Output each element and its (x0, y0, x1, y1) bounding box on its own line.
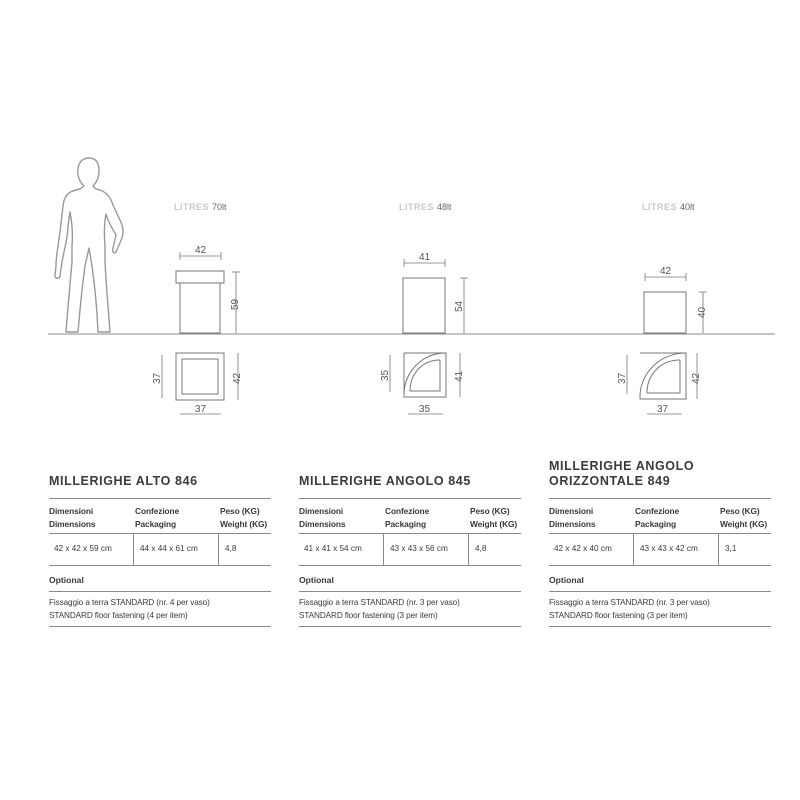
dim-width-3: 42 (660, 266, 672, 277)
elevation-1 (176, 245, 241, 333)
dim-height-2: 54 (454, 300, 465, 312)
litres-value-3: 40lt (680, 202, 695, 212)
product-1-drawings (152, 202, 243, 415)
dimensions-value: 41 x 41 x 54 cm (304, 544, 362, 553)
plan-outer-1: 42 (232, 372, 243, 384)
packaging-value: 43 x 43 x 56 cm (390, 544, 448, 553)
product-title: MILLERIGHE ANGOLO 845 (299, 474, 471, 488)
plan-3-dims (617, 353, 702, 415)
plan-side-3: 37 (617, 372, 628, 384)
product-title: MILLERIGHE ANGOLO ORIZZONTALE 849 (549, 459, 695, 488)
plan-bottom-1: 37 (195, 404, 207, 415)
plan-outer-3: 42 (691, 372, 702, 384)
packaging-value: 44 x 44 x 61 cm (140, 544, 198, 553)
product-3-drawings (617, 202, 708, 415)
optional-line-en: STANDARD floor fastening (3 per item) (299, 611, 438, 620)
plan-1 (152, 353, 243, 415)
product-2-drawings (380, 202, 468, 415)
dim-height-3: 40 (697, 306, 708, 318)
optional-line-en: STANDARD floor fastening (3 per item) (549, 611, 688, 620)
plan-2-shape (404, 353, 446, 397)
plan-2-dims (380, 353, 465, 415)
litres-label-3: LITRES (642, 202, 678, 212)
optional-line-it: Fissaggio a terra STANDARD (nr. 4 per vaso) (49, 598, 210, 607)
weight-value: 4,8 (225, 544, 237, 553)
plan-outer-2: 41 (454, 370, 465, 382)
dimensions-value: 42 x 42 x 40 cm (554, 544, 612, 553)
weight-value: 3,1 (725, 544, 737, 553)
dimensions-value: 42 x 42 x 59 cm (54, 544, 112, 553)
litres-label-2: LITRES (399, 202, 435, 212)
litres-label-1: LITRES (174, 202, 210, 212)
plan-bottom-3: 37 (657, 404, 669, 415)
litres-value-2: 48lt (437, 202, 452, 212)
optional-line-it: Fissaggio a terra STANDARD (nr. 3 per vaso) (299, 598, 460, 607)
dim-width-1: 42 (195, 245, 207, 256)
plan-side-1: 37 (152, 372, 163, 384)
human-scale-figure (55, 158, 123, 332)
optional-title: Optional (299, 575, 334, 585)
product-title: MILLERIGHE ALTO 846 (49, 474, 198, 488)
dim-width-2: 41 (419, 252, 431, 263)
elevation-3 (644, 266, 708, 333)
plan-side-2: 35 (380, 369, 391, 381)
optional-line-it: Fissaggio a terra STANDARD (nr. 3 per vaso) (549, 598, 710, 607)
optional-title: Optional (549, 575, 584, 585)
weight-value: 4,8 (475, 544, 487, 553)
litres-value-1: 70lt (212, 202, 227, 212)
optional-title: Optional (49, 575, 84, 585)
plan-3-shape (640, 353, 686, 399)
optional-line-en: STANDARD floor fastening (4 per item) (49, 611, 188, 620)
packaging-value: 43 x 43 x 42 cm (640, 544, 698, 553)
dim-height-1: 59 (230, 298, 241, 310)
elevation-2 (403, 252, 468, 333)
plan-bottom-2: 35 (419, 404, 431, 415)
